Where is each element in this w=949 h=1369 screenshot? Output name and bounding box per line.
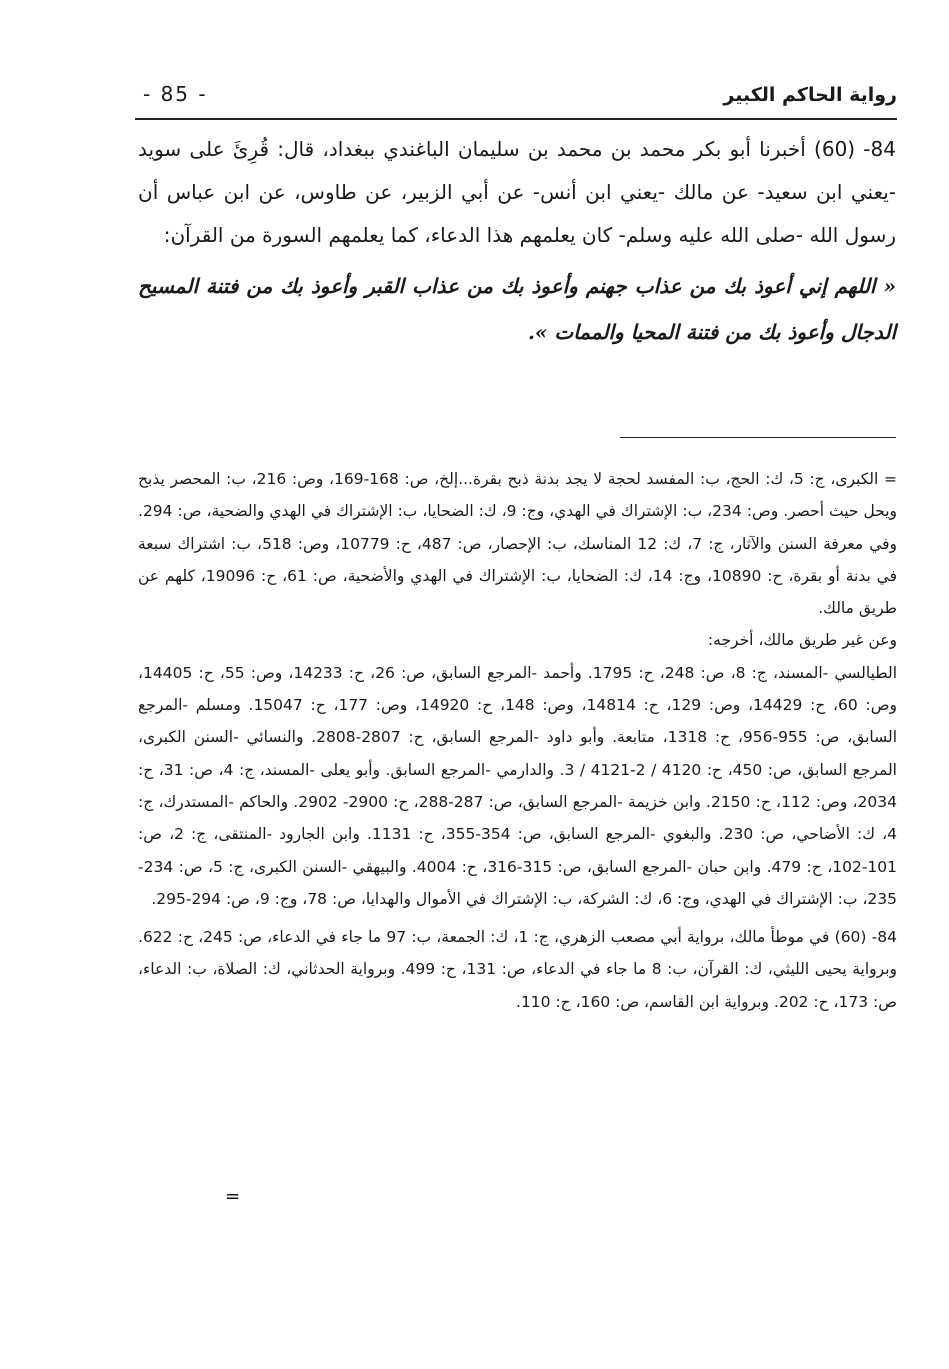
footnote-continued: = الكبرى، ج: 5، ك: الحج، ب: المفسد لحجة لا يجد بدنة ذبح بقرة...إلخ، ص: 168-169، وص: 216، ب: المحصر يذبح ويحل حيث أحصر. وص: 234، ب: الإشتراك في الهدي، وج: 9، ك: الضحايا، ب: الإشتراك في الهدي والضحية، ص: 294. وفي معرفة السنن والآثار، ج: 7، ك: 12 المناسك، ب: الإحصار، ص: 487، ح: 10779، وص: 518، ب: اشتراك سبعة في بدنة أو بقرة، ح: 10890، وج: 14، ك: الضحايا، ب: الإشتراك في الهدي والأضحية، ص: 61، ح: 19096، كلهم عن طريق مالك. <box>138 470 898 618</box>
header-rule <box>135 118 897 120</box>
footnotes <box>138 463 897 1018</box>
page-header <box>135 76 897 110</box>
footnote-sources: الطيالسي -المسند، ج: 8، ص: 248، ح: 1795. وأحمد -المرجع السابق، ص: 26، ح: 14233، وص: 55، ح: 14405، وص: 60، ح: 14429، وص: 129، ح: 14814، وص: 148، ح: 14920، وص: 177، ح: 15047. ومسلم -المرجع السابق، ص: 955-956، ح: 1318، متابعة. وأبو داود -المرجع السابق، ح: 2807-2808. والنسائي -السنن الكبرى، المرجع السابق، ص: 450، ح: 4120 / 2-4121 / 3. والدارمي -المرجع السابق. وأبو يعلى -المسند، ج: 4، ص: 31، ح: 2034، وص: 112، ح: 2150. وابن خزيمة -المرجع السابق، ص: 287-288، ح: 2900- 2902. والحاكم -المستدرك، ج: 4، ك: الأضاحي، ص: 230. والبغوي -المرجع السابق، ص: 354-355، ح: 1131. وابن الجارود -المنتقى، ج: 2، ص: 101-102، ح: 479. وابن حبان -المرجع السابق، ص: 315-316، ح: 4004. والبيهقي -السنن الكبرى، ج: 5، ص: 234-235، ب: الإشتراك في الهدي، وج: 6، ك: الشركة، ب: الإشتراك في الأموال والهدايا، ص: 78، وج: 9، ص: 294-295. <box>138 663 898 908</box>
running-title: رواية الحاكم الكبير <box>723 84 897 106</box>
footnote-rule <box>620 437 896 438</box>
continuation-mark: = <box>225 1186 241 1207</box>
footnote-84: 84- (60) في موطأ مالك، برواية أبي مصعب الزهري، ج: 1، ك: الجمعة، ب: 97 ما جاء في الدعاء، ص: 245، ح: 622. وبرواية يحيى الليثي، ك: القرآن، ب: 8 ما جاء في الدعاء، ص: 131، ح: 499. وبرواية الحدثاني، ك: الصلاة، ب: الدعاء، ص: 173، ح: 202. وبرواية ابن القاسم، ص: 160، ح: 110. <box>138 928 897 1011</box>
hadith-quote: « اللهم إني أعوذ بك من عذاب جهنم وأعوذ بك من عذاب القبر وأعوذ بك من فتنة المسيح الدجال وأعوذ بك من فتنة المحيا والممات ». <box>138 274 896 344</box>
page-number: - 85 - <box>143 82 208 106</box>
main-text <box>138 128 896 355</box>
footnote-intro: وعن غير طريق مالك، أخرجه: <box>707 631 897 650</box>
hadith-paragraph: 84- (60) أخبرنا أبو بكر محمد بن محمد بن سليمان الباغندي ببغداد، قال: قُرِئَ على سويد -يعني ابن سعيد- عن مالك -يعني ابن أنس- عن أبي الزبير، عن طاوس، عن ابن عباس أن رسول الله -صلى الله عليه وسلم- كان يعلمهم هذا الدعاء، كما يعلمهم السورة من القرآن: <box>138 137 896 247</box>
